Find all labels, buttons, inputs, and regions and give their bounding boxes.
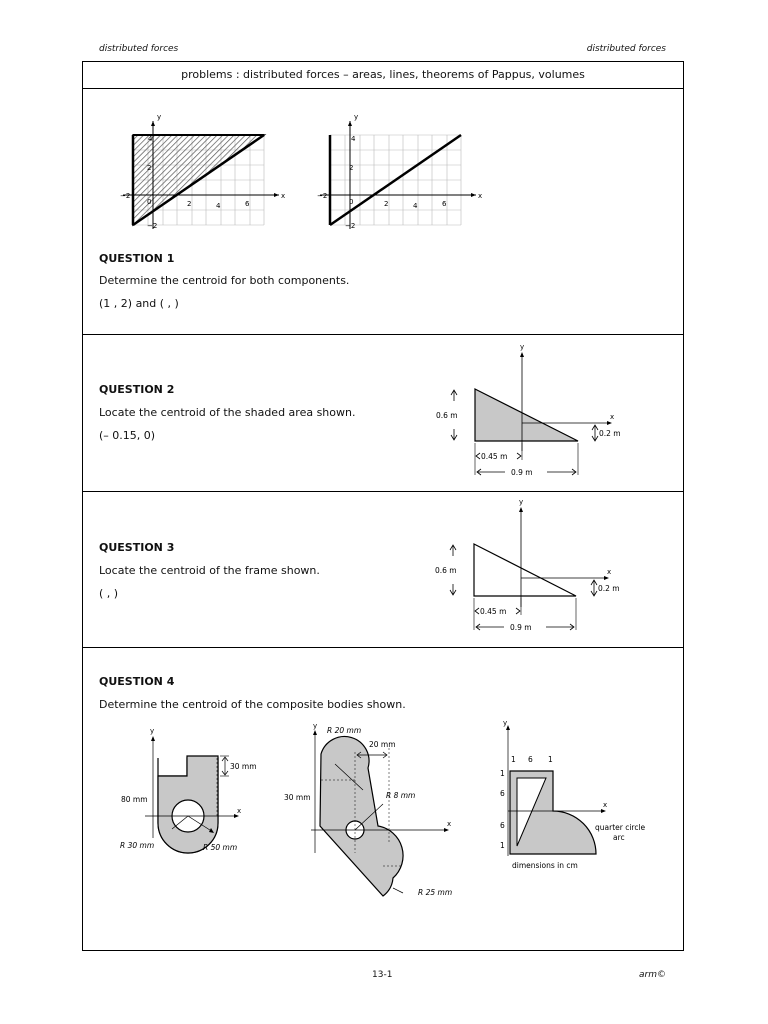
q3-y-label: y <box>519 498 524 506</box>
g2-y-label: y <box>354 113 359 121</box>
q2-y-label: y <box>520 343 525 351</box>
g2-tick-0: 0 <box>349 198 354 206</box>
g1-x-label: x <box>281 192 286 200</box>
page-number: 13-1 <box>372 970 393 980</box>
fig3-top-1b: 1 <box>548 755 553 764</box>
question-1-section <box>83 88 683 334</box>
question-1-heading: QUESTION 1 <box>99 252 175 265</box>
g2-tick-x4: 4 <box>413 202 418 210</box>
question-4-text: Determine the centroid of the composite bodies shown. <box>99 698 406 711</box>
question-3-section <box>83 491 683 647</box>
fig3-left-6b: 6 <box>500 821 505 830</box>
fig2-x-label: x <box>447 820 452 828</box>
q3-frame-figure <box>423 492 683 647</box>
page-title: problems : distributed forces – areas, lines, theorems of Pappus, volumes <box>181 68 585 81</box>
problem-frame <box>82 61 684 951</box>
g1-tick-0: 0 <box>147 198 152 206</box>
q2-dim-half: 0.45 m <box>481 452 508 461</box>
composite-body-1 <box>120 727 257 853</box>
g2-tick-4: 4 <box>351 135 356 143</box>
header-right: distributed forces <box>586 44 666 54</box>
fig2-dim-20: 20 mm <box>369 740 396 749</box>
question-1-text: Determine the centroid for both components. <box>99 274 350 287</box>
fig3-quarter-circle: quarter circle <box>595 823 646 832</box>
author-mark: arm© <box>639 970 666 980</box>
fig3-left-6a: 6 <box>500 789 505 798</box>
g1-tick-y2: 2 <box>147 164 152 172</box>
q2-dim-height: 0.6 m <box>436 411 458 420</box>
question-3-text: Locate the centroid of the frame shown. <box>99 564 320 577</box>
fig2-r25: R 25 mm <box>418 888 453 897</box>
q2-dim-small: 0.2 m <box>599 429 621 438</box>
g2-tick-x6: 6 <box>442 200 447 208</box>
g1-tick-yneg2: −2 <box>147 222 158 230</box>
fig2-y-label: y <box>313 722 318 730</box>
g1-y-label: y <box>157 113 162 121</box>
graph-2 <box>317 113 482 230</box>
g2-tick-x2: 2 <box>384 200 389 208</box>
fig1-y-label: y <box>150 727 155 735</box>
q3-dim-height: 0.6 m <box>435 566 457 575</box>
fig3-y-label: y <box>503 719 508 727</box>
question-2-heading: QUESTION 2 <box>99 383 175 396</box>
q4-figures <box>83 718 683 948</box>
q1-graphs <box>83 99 683 249</box>
g1-tick-xneg2: −2 <box>120 192 131 200</box>
g2-tick-yneg2: −2 <box>345 222 356 230</box>
q3-dim-full: 0.9 m <box>510 623 532 632</box>
g1-tick-x2: 2 <box>187 200 192 208</box>
q3-x-label: x <box>607 568 612 576</box>
fig3-top-6: 6 <box>528 755 533 764</box>
question-3-heading: QUESTION 3 <box>99 541 175 554</box>
fig1-r30: R 30 mm <box>120 841 155 850</box>
question-2-text: Locate the centroid of the shaded area shown. <box>99 406 356 419</box>
question-2-answer: (– 0.15, 0) <box>99 429 156 442</box>
q2-triangle-figure <box>423 335 683 490</box>
fig3-x-label: x <box>603 801 608 809</box>
q3-dim-half: 0.45 m <box>480 607 507 616</box>
fig2-r8: R 8 mm <box>386 791 416 800</box>
q3-dim-small: 0.2 m <box>598 584 620 593</box>
composite-body-3 <box>500 719 646 870</box>
fig1-dim-80: 80 mm <box>121 795 148 804</box>
question-4-section <box>83 647 683 950</box>
composite-body-2 <box>284 722 452 897</box>
g1-tick-x4: 4 <box>216 202 221 210</box>
fig3-top-1a: 1 <box>511 755 516 764</box>
g1-tick-4: 4 <box>148 135 153 143</box>
fig3-left-1b: 1 <box>500 841 505 850</box>
fig2-dim-30: 30 mm <box>284 793 311 802</box>
q2-x-label: x <box>610 413 615 421</box>
q2-dim-full: 0.9 m <box>511 468 533 477</box>
g2-x-label: x <box>478 192 483 200</box>
fig2-r20: R 20 mm <box>327 726 362 735</box>
fig1-x-label: x <box>237 807 242 815</box>
g2-tick-y2: 2 <box>349 164 354 172</box>
fig1-r50: R 50 mm <box>203 843 238 852</box>
g2-tick-xneg2: −2 <box>317 192 328 200</box>
fig3-units: dimensions in cm <box>512 861 578 870</box>
question-3-answer: ( , ) <box>99 587 119 600</box>
graph-1 <box>120 113 285 230</box>
question-1-answer: (1 , 2) and ( , ) <box>99 297 179 310</box>
g1-tick-x6: 6 <box>245 200 250 208</box>
fig3-left-1a: 1 <box>500 769 505 778</box>
question-2-section <box>83 334 683 491</box>
fig3-arc: arc <box>613 833 625 842</box>
question-4-heading: QUESTION 4 <box>99 675 175 688</box>
fig1-dim-30: 30 mm <box>230 762 257 771</box>
header-left: distributed forces <box>99 44 179 54</box>
